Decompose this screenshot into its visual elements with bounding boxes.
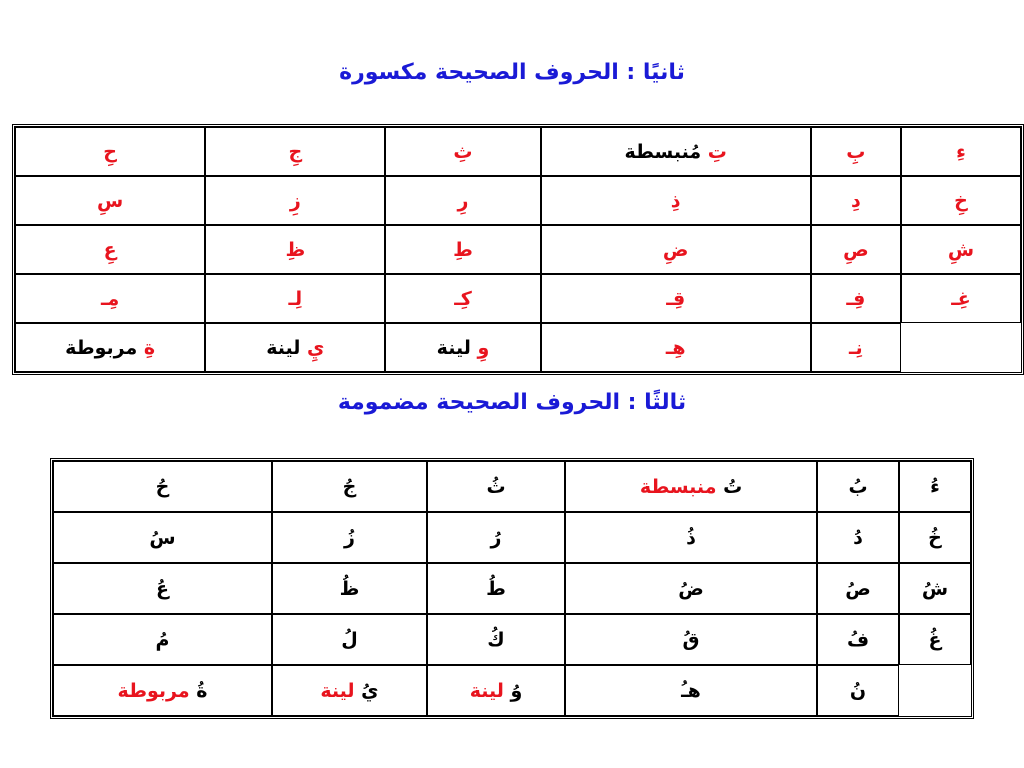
letter-text: ةِ xyxy=(143,336,156,359)
letter-cell xyxy=(817,512,899,563)
letter-text: لينة xyxy=(320,679,355,702)
letter-cell xyxy=(272,665,427,716)
letter-text: رُ xyxy=(490,526,502,549)
table-row xyxy=(15,176,1021,225)
letter-text: دِ xyxy=(850,189,861,212)
letter-text: يِ xyxy=(307,336,325,359)
letter-text: وُ xyxy=(503,679,523,702)
letter-cell xyxy=(15,225,205,274)
letter-cell xyxy=(899,461,971,512)
letter-cell xyxy=(53,512,272,563)
empty-cell xyxy=(901,323,1021,372)
letter-cell xyxy=(901,274,1021,323)
letter-text: لِـ xyxy=(288,287,303,310)
table-row xyxy=(15,274,1021,323)
letter-cell xyxy=(385,225,540,274)
letter-cell xyxy=(15,176,205,225)
letter-cell xyxy=(385,176,540,225)
section1-title: ثانيًا : الحروف الصحيحة مكسورة xyxy=(339,60,685,85)
letter-cell xyxy=(901,176,1021,225)
letter-text: لُ xyxy=(341,628,358,651)
letter-cell xyxy=(541,176,811,225)
letter-cell xyxy=(427,614,565,665)
letter-cell xyxy=(385,127,540,176)
letter-text: مِـ xyxy=(100,287,120,310)
letter-text: مُنبسطة xyxy=(624,140,708,163)
kasra-table-body xyxy=(15,127,1021,372)
letter-text: جِ xyxy=(288,140,303,163)
letter-text: ضِ xyxy=(662,238,689,261)
letter-cell xyxy=(899,614,971,665)
letter-cell xyxy=(272,563,427,614)
letter-cell xyxy=(385,274,540,323)
letter-cell xyxy=(53,614,272,665)
empty-cell xyxy=(899,665,971,716)
table-row xyxy=(53,512,971,563)
letter-text: ثُ xyxy=(486,475,506,498)
letter-text: عِ xyxy=(103,238,117,261)
letter-text: لينة xyxy=(436,336,478,359)
letter-text: كُ xyxy=(487,628,505,651)
letter-cell xyxy=(811,274,901,323)
letter-cell xyxy=(53,665,272,716)
letter-text: صِ xyxy=(843,238,869,261)
letter-text: جُ xyxy=(342,475,357,498)
letter-cell xyxy=(565,614,817,665)
table-row xyxy=(53,665,971,716)
letter-cell xyxy=(901,127,1021,176)
letter-cell xyxy=(565,563,817,614)
letter-cell xyxy=(899,512,971,563)
letter-text: بُ xyxy=(848,475,868,498)
letter-cell xyxy=(817,614,899,665)
letter-text: ضُ xyxy=(678,577,704,600)
letter-cell xyxy=(205,323,385,372)
letter-cell xyxy=(15,274,205,323)
letter-text: طِ xyxy=(453,238,473,261)
letter-text: ذُ xyxy=(686,526,696,549)
letter-cell xyxy=(427,665,565,716)
letter-cell xyxy=(427,563,565,614)
letter-text: غُ xyxy=(928,628,942,651)
letter-cell xyxy=(541,274,811,323)
letter-text: ثِ xyxy=(453,140,473,163)
letter-cell xyxy=(272,512,427,563)
letter-cell xyxy=(817,665,899,716)
letter-text: صُ xyxy=(845,577,871,600)
table-row xyxy=(53,563,971,614)
letter-cell xyxy=(565,512,817,563)
letter-text: قُ xyxy=(682,628,700,651)
letter-text: ءُ xyxy=(930,475,940,498)
letter-text: سُ xyxy=(149,526,176,549)
letter-text: عُ xyxy=(156,577,169,600)
letter-cell xyxy=(205,225,385,274)
letter-text: هـُ xyxy=(681,679,701,702)
letter-text: نِـ xyxy=(849,336,863,359)
letter-text: مربوطة xyxy=(65,336,144,359)
letter-cell xyxy=(53,461,272,512)
letter-cell xyxy=(15,323,205,372)
letter-text: يُ xyxy=(354,679,379,702)
letter-text: حُ xyxy=(155,475,170,498)
letter-text: كِـ xyxy=(454,287,472,310)
damma-letters-table xyxy=(50,458,974,719)
letter-cell xyxy=(53,563,272,614)
letter-text: ةُ xyxy=(189,679,208,702)
letter-text: خُ xyxy=(928,526,942,549)
letter-text: هِـ xyxy=(665,336,686,359)
letter-cell xyxy=(541,225,811,274)
letter-text: مربوطة xyxy=(117,679,190,702)
letter-text: تُ xyxy=(716,475,743,498)
letter-text: شُ xyxy=(921,577,949,600)
table-row xyxy=(53,614,971,665)
letter-text: سِ xyxy=(97,189,124,212)
letter-text: غِـ xyxy=(951,287,971,310)
letter-text: ذِ xyxy=(670,189,681,212)
letter-text: ظِ xyxy=(285,238,306,261)
table-row xyxy=(15,127,1021,176)
letter-cell xyxy=(272,614,427,665)
letter-text: ءِ xyxy=(956,140,966,163)
letter-cell xyxy=(817,461,899,512)
kasra-letters-table xyxy=(12,124,1024,375)
letter-text: خِ xyxy=(954,189,968,212)
letter-text: مُ xyxy=(155,628,170,651)
letter-text: رِ xyxy=(457,189,469,212)
letter-text: قِـ xyxy=(666,287,686,310)
letter-cell xyxy=(811,323,901,372)
letter-text: نُ xyxy=(849,679,867,702)
letter-cell xyxy=(15,127,205,176)
letter-text: ظُ xyxy=(339,577,360,600)
letter-text: لينة xyxy=(266,336,307,359)
letter-cell xyxy=(899,563,971,614)
table-row xyxy=(15,323,1021,372)
letter-cell xyxy=(205,274,385,323)
damma-table-body xyxy=(53,461,971,716)
letter-cell xyxy=(427,461,565,512)
letter-text: منبسطة xyxy=(639,475,717,498)
letter-text: طُ xyxy=(486,577,506,600)
letter-cell xyxy=(205,176,385,225)
table-row xyxy=(53,461,971,512)
letter-text: وِ xyxy=(477,336,490,359)
letter-cell xyxy=(541,323,811,372)
letter-cell xyxy=(811,127,901,176)
letter-text: زِ xyxy=(289,189,301,212)
letter-cell xyxy=(565,665,817,716)
letter-cell xyxy=(541,127,811,176)
letter-cell xyxy=(385,323,540,372)
letter-cell xyxy=(272,461,427,512)
letter-text: بِ xyxy=(846,140,866,163)
letter-text: شِ xyxy=(947,238,975,261)
letter-cell xyxy=(565,461,817,512)
section2-title: ثالثًا : الحروف الصحيحة مضمومة xyxy=(337,390,687,415)
letter-cell xyxy=(901,225,1021,274)
letter-cell xyxy=(811,225,901,274)
letter-text: فُ xyxy=(846,628,870,651)
letter-cell xyxy=(427,512,565,563)
letter-text: لينة xyxy=(469,679,504,702)
letter-cell xyxy=(817,563,899,614)
letter-text: تِ xyxy=(707,140,727,163)
letter-text: حِ xyxy=(103,140,117,163)
letter-cell xyxy=(205,127,385,176)
letter-text: زُ xyxy=(344,526,355,549)
letter-text: فِـ xyxy=(846,287,866,310)
letter-text: دُ xyxy=(853,526,863,549)
letter-cell xyxy=(811,176,901,225)
table-row xyxy=(15,225,1021,274)
